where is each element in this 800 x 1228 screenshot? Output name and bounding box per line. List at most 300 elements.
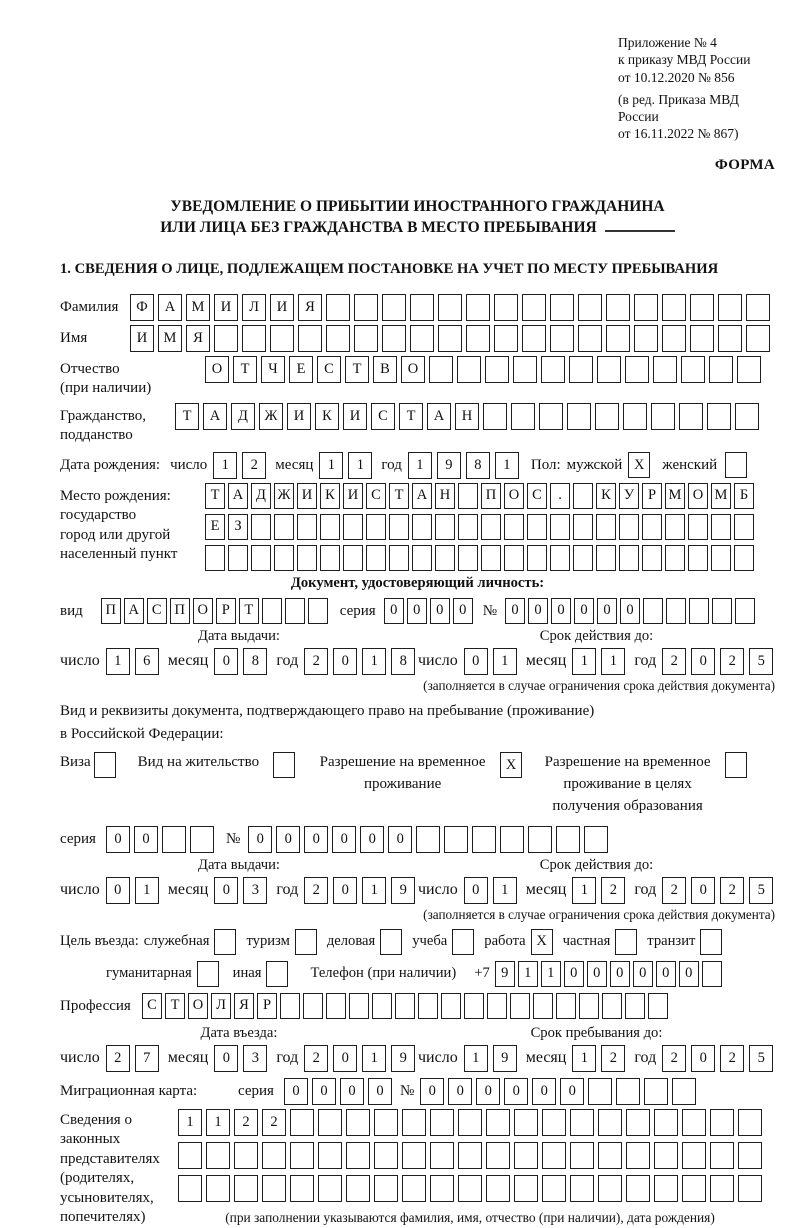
char-box[interactable]: [382, 325, 406, 352]
char-box[interactable]: Т: [345, 356, 369, 383]
char-box[interactable]: [556, 993, 576, 1019]
char-box[interactable]: 6: [135, 648, 159, 675]
char-box[interactable]: 1: [408, 452, 432, 479]
visa-checkbox[interactable]: [94, 752, 116, 778]
char-box[interactable]: [514, 1142, 538, 1169]
char-box[interactable]: Т: [239, 598, 259, 624]
char-box[interactable]: 1: [178, 1109, 202, 1136]
char-box[interactable]: [457, 356, 481, 383]
char-box[interactable]: [595, 403, 619, 430]
char-box[interactable]: 9: [437, 452, 461, 479]
char-box[interactable]: [395, 993, 415, 1019]
char-box[interactable]: [412, 514, 432, 540]
char-box[interactable]: [654, 1175, 678, 1202]
char-box[interactable]: [735, 403, 759, 430]
char-box[interactable]: Ж: [274, 483, 294, 509]
char-box[interactable]: [642, 545, 662, 571]
char-box[interactable]: [690, 325, 714, 352]
char-box[interactable]: С: [371, 403, 395, 430]
char-box[interactable]: [619, 545, 639, 571]
char-box[interactable]: 1: [348, 452, 372, 479]
profession-boxes[interactable]: [142, 993, 668, 1019]
char-box[interactable]: [643, 598, 663, 624]
char-box[interactable]: [374, 1175, 398, 1202]
char-box[interactable]: 2: [662, 877, 686, 904]
representatives-boxes-row3[interactable]: [178, 1175, 762, 1202]
char-box[interactable]: 1: [213, 452, 237, 479]
doc-series-boxes[interactable]: [384, 598, 473, 624]
char-box[interactable]: [346, 1109, 370, 1136]
char-box[interactable]: [746, 294, 770, 321]
char-box[interactable]: 1: [206, 1109, 230, 1136]
char-box[interactable]: [734, 514, 754, 540]
char-box[interactable]: С: [527, 483, 547, 509]
char-box[interactable]: 1: [493, 648, 517, 675]
char-box[interactable]: [346, 1175, 370, 1202]
char-box[interactable]: 2: [662, 648, 686, 675]
char-box[interactable]: 1: [362, 877, 386, 904]
char-box[interactable]: Т: [165, 993, 185, 1019]
entry-year[interactable]: [304, 1045, 415, 1072]
char-box[interactable]: [578, 294, 602, 321]
char-box[interactable]: [382, 294, 406, 321]
purpose-work-checkbox[interactable]: X: [531, 929, 553, 955]
char-box[interactable]: Я: [298, 294, 322, 321]
char-box[interactable]: [570, 1142, 594, 1169]
char-box[interactable]: 0: [453, 598, 473, 624]
char-box[interactable]: [596, 514, 616, 540]
purpose-other-checkbox[interactable]: [266, 961, 288, 987]
char-box[interactable]: Д: [251, 483, 271, 509]
char-box[interactable]: [626, 1109, 650, 1136]
char-box[interactable]: [402, 1175, 426, 1202]
char-box[interactable]: [343, 545, 363, 571]
char-box[interactable]: [738, 1175, 762, 1202]
stay-month[interactable]: [572, 1045, 625, 1072]
char-box[interactable]: [320, 514, 340, 540]
purpose-transit-checkbox[interactable]: [700, 929, 722, 955]
char-box[interactable]: [712, 598, 732, 624]
char-box[interactable]: [205, 545, 225, 571]
char-box[interactable]: [654, 1109, 678, 1136]
birth-month-boxes[interactable]: [319, 452, 372, 479]
char-box[interactable]: [214, 325, 238, 352]
char-box[interactable]: 0: [532, 1078, 556, 1105]
char-box[interactable]: Я: [186, 325, 210, 352]
char-box[interactable]: [651, 403, 675, 430]
char-box[interactable]: А: [427, 403, 451, 430]
char-box[interactable]: [623, 403, 647, 430]
char-box[interactable]: 3: [243, 1045, 267, 1072]
char-box[interactable]: [234, 1142, 258, 1169]
char-box[interactable]: Т: [205, 483, 225, 509]
char-box[interactable]: [416, 826, 440, 853]
char-box[interactable]: [606, 325, 630, 352]
char-box[interactable]: [666, 598, 686, 624]
char-box[interactable]: Т: [233, 356, 257, 383]
char-box[interactable]: М: [186, 294, 210, 321]
char-box[interactable]: И: [343, 483, 363, 509]
char-box[interactable]: [598, 1175, 622, 1202]
identity-issue-month[interactable]: [214, 648, 267, 675]
char-box[interactable]: [438, 294, 462, 321]
char-box[interactable]: [542, 1175, 566, 1202]
char-box[interactable]: 8: [243, 648, 267, 675]
char-box[interactable]: [514, 1175, 538, 1202]
char-box[interactable]: Ф: [130, 294, 154, 321]
sex-male-checkbox[interactable]: X: [628, 452, 650, 478]
char-box[interactable]: [178, 1142, 202, 1169]
char-box[interactable]: А: [412, 483, 432, 509]
char-box[interactable]: Я: [234, 993, 254, 1019]
char-box[interactable]: [472, 826, 496, 853]
char-box[interactable]: 0: [332, 826, 356, 853]
char-box[interactable]: 1: [601, 648, 625, 675]
char-box[interactable]: 1: [493, 877, 517, 904]
char-box[interactable]: [285, 598, 305, 624]
char-box[interactable]: [308, 598, 328, 624]
birth-place-boxes-row2[interactable]: [205, 514, 754, 540]
char-box[interactable]: [573, 483, 593, 509]
char-box[interactable]: [402, 1109, 426, 1136]
surname-boxes[interactable]: [130, 294, 770, 321]
char-box[interactable]: 0: [360, 826, 384, 853]
char-box[interactable]: [718, 325, 742, 352]
char-box[interactable]: [320, 545, 340, 571]
char-box[interactable]: [430, 1142, 454, 1169]
char-box[interactable]: [511, 403, 535, 430]
char-box[interactable]: [270, 325, 294, 352]
char-box[interactable]: О: [504, 483, 524, 509]
citizenship-boxes[interactable]: [175, 403, 759, 430]
char-box[interactable]: [343, 514, 363, 540]
char-box[interactable]: [429, 356, 453, 383]
char-box[interactable]: К: [320, 483, 340, 509]
char-box[interactable]: [573, 545, 593, 571]
char-box[interactable]: 5: [749, 1045, 773, 1072]
char-box[interactable]: Л: [211, 993, 231, 1019]
purpose-tourism-checkbox[interactable]: [295, 929, 317, 955]
char-box[interactable]: Т: [389, 483, 409, 509]
char-box[interactable]: [665, 514, 685, 540]
char-box[interactable]: 0: [505, 598, 525, 624]
migration-series-boxes[interactable]: [284, 1078, 392, 1105]
char-box[interactable]: [485, 356, 509, 383]
char-box[interactable]: [274, 514, 294, 540]
char-box[interactable]: [570, 1175, 594, 1202]
char-box[interactable]: [444, 826, 468, 853]
char-box[interactable]: К: [315, 403, 339, 430]
char-box[interactable]: [542, 1142, 566, 1169]
char-box[interactable]: 0: [384, 598, 404, 624]
char-box[interactable]: 0: [476, 1078, 500, 1105]
char-box[interactable]: [738, 1142, 762, 1169]
birth-place-boxes-row3[interactable]: [205, 545, 754, 571]
char-box[interactable]: [597, 356, 621, 383]
char-box[interactable]: [522, 325, 546, 352]
char-box[interactable]: [504, 514, 524, 540]
identity-issue-year[interactable]: [304, 648, 415, 675]
char-box[interactable]: 0: [679, 961, 699, 987]
char-box[interactable]: [710, 1142, 734, 1169]
char-box[interactable]: 0: [560, 1078, 584, 1105]
char-box[interactable]: Е: [205, 514, 225, 540]
char-box[interactable]: Н: [455, 403, 479, 430]
char-box[interactable]: [354, 325, 378, 352]
char-box[interactable]: [430, 1175, 454, 1202]
char-box[interactable]: [718, 294, 742, 321]
char-box[interactable]: [746, 325, 770, 352]
char-box[interactable]: [662, 294, 686, 321]
char-box[interactable]: П: [481, 483, 501, 509]
char-box[interactable]: 1: [495, 452, 519, 479]
char-box[interactable]: [644, 1078, 668, 1105]
stay-year[interactable]: [662, 1045, 773, 1072]
char-box[interactable]: 5: [749, 648, 773, 675]
char-box[interactable]: М: [158, 325, 182, 352]
char-box[interactable]: 2: [106, 1045, 130, 1072]
migration-number-boxes[interactable]: [420, 1078, 696, 1105]
char-box[interactable]: 0: [388, 826, 412, 853]
char-box[interactable]: [290, 1142, 314, 1169]
char-box[interactable]: [682, 1175, 706, 1202]
char-box[interactable]: [481, 545, 501, 571]
char-box[interactable]: О: [193, 598, 213, 624]
char-box[interactable]: [466, 294, 490, 321]
char-box[interactable]: 2: [304, 1045, 328, 1072]
char-box[interactable]: 0: [420, 1078, 444, 1105]
char-box[interactable]: 1: [362, 648, 386, 675]
char-box[interactable]: 0: [333, 1045, 357, 1072]
char-box[interactable]: [486, 1142, 510, 1169]
char-box[interactable]: [274, 545, 294, 571]
char-box[interactable]: [688, 514, 708, 540]
char-box[interactable]: М: [665, 483, 685, 509]
identity-valid-day[interactable]: [464, 648, 517, 675]
representatives-boxes-row2[interactable]: [178, 1142, 762, 1169]
char-box[interactable]: [290, 1109, 314, 1136]
char-box[interactable]: [711, 545, 731, 571]
char-box[interactable]: 0: [464, 648, 488, 675]
char-box[interactable]: [625, 356, 649, 383]
char-box[interactable]: И: [287, 403, 311, 430]
char-box[interactable]: [522, 294, 546, 321]
char-box[interactable]: [430, 1109, 454, 1136]
char-box[interactable]: А: [124, 598, 144, 624]
char-box[interactable]: [533, 993, 553, 1019]
entry-day[interactable]: [106, 1045, 159, 1072]
char-box[interactable]: [711, 514, 731, 540]
char-box[interactable]: [569, 356, 593, 383]
char-box[interactable]: [298, 325, 322, 352]
char-box[interactable]: 0: [214, 648, 238, 675]
char-box[interactable]: .: [550, 483, 570, 509]
birth-year-boxes[interactable]: [408, 452, 519, 479]
char-box[interactable]: 1: [572, 877, 596, 904]
char-box[interactable]: 0: [248, 826, 272, 853]
char-box[interactable]: О: [205, 356, 229, 383]
char-box[interactable]: [654, 1142, 678, 1169]
char-box[interactable]: [588, 1078, 612, 1105]
char-box[interactable]: 0: [407, 598, 427, 624]
char-box[interactable]: [458, 483, 478, 509]
char-box[interactable]: [682, 1142, 706, 1169]
char-box[interactable]: [318, 1142, 342, 1169]
temp-residence-checkbox[interactable]: X: [500, 752, 522, 778]
char-box[interactable]: [573, 514, 593, 540]
char-box[interactable]: 0: [276, 826, 300, 853]
char-box[interactable]: Б: [734, 483, 754, 509]
char-box[interactable]: [634, 294, 658, 321]
char-box[interactable]: 2: [720, 648, 744, 675]
char-box[interactable]: [539, 403, 563, 430]
char-box[interactable]: 1: [518, 961, 538, 987]
char-box[interactable]: [346, 1142, 370, 1169]
char-box[interactable]: [438, 325, 462, 352]
char-box[interactable]: 0: [333, 877, 357, 904]
char-box[interactable]: [494, 294, 518, 321]
char-box[interactable]: [303, 993, 323, 1019]
char-box[interactable]: [735, 598, 755, 624]
char-box[interactable]: [354, 294, 378, 321]
char-box[interactable]: Н: [435, 483, 455, 509]
char-box[interactable]: [682, 1109, 706, 1136]
char-box[interactable]: 2: [234, 1109, 258, 1136]
char-box[interactable]: 0: [574, 598, 594, 624]
char-box[interactable]: 0: [304, 826, 328, 853]
char-box[interactable]: [634, 325, 658, 352]
char-box[interactable]: И: [297, 483, 317, 509]
char-box[interactable]: [606, 294, 630, 321]
char-box[interactable]: [366, 545, 386, 571]
char-box[interactable]: [374, 1109, 398, 1136]
char-box[interactable]: [483, 403, 507, 430]
char-box[interactable]: 1: [135, 877, 159, 904]
char-box[interactable]: [584, 826, 608, 853]
char-box[interactable]: [734, 545, 754, 571]
sex-female-checkbox[interactable]: [725, 452, 747, 478]
char-box[interactable]: 0: [430, 598, 450, 624]
char-box[interactable]: 8: [466, 452, 490, 479]
char-box[interactable]: [653, 356, 677, 383]
char-box[interactable]: [318, 1175, 342, 1202]
char-box[interactable]: [510, 993, 530, 1019]
char-box[interactable]: 0: [340, 1078, 364, 1105]
char-box[interactable]: [688, 545, 708, 571]
char-box[interactable]: [681, 356, 705, 383]
char-box[interactable]: [625, 993, 645, 1019]
char-box[interactable]: [556, 826, 580, 853]
char-box[interactable]: У: [619, 483, 639, 509]
char-box[interactable]: [162, 826, 186, 853]
char-box[interactable]: [242, 325, 266, 352]
char-box[interactable]: 0: [134, 826, 158, 853]
stay-day[interactable]: [464, 1045, 517, 1072]
char-box[interactable]: [709, 356, 733, 383]
char-box[interactable]: [458, 1142, 482, 1169]
char-box[interactable]: 1: [541, 961, 561, 987]
char-box[interactable]: 0: [448, 1078, 472, 1105]
char-box[interactable]: [374, 1142, 398, 1169]
purpose-private-checkbox[interactable]: [615, 929, 637, 955]
char-box[interactable]: [737, 356, 761, 383]
char-box[interactable]: [690, 294, 714, 321]
char-box[interactable]: 0: [214, 877, 238, 904]
char-box[interactable]: 0: [504, 1078, 528, 1105]
char-box[interactable]: А: [228, 483, 248, 509]
residence-number-boxes[interactable]: [248, 826, 608, 853]
char-box[interactable]: 9: [495, 961, 515, 987]
char-box[interactable]: [402, 1142, 426, 1169]
char-box[interactable]: З: [228, 514, 248, 540]
char-box[interactable]: [662, 325, 686, 352]
char-box[interactable]: [679, 403, 703, 430]
char-box[interactable]: [487, 993, 507, 1019]
char-box[interactable]: Ч: [261, 356, 285, 383]
char-box[interactable]: 0: [528, 598, 548, 624]
char-box[interactable]: Р: [642, 483, 662, 509]
temp-residence-education-checkbox[interactable]: [725, 752, 747, 778]
char-box[interactable]: 0: [333, 648, 357, 675]
char-box[interactable]: Е: [289, 356, 313, 383]
char-box[interactable]: 9: [391, 877, 415, 904]
char-box[interactable]: [514, 1109, 538, 1136]
char-box[interactable]: [458, 545, 478, 571]
char-box[interactable]: 1: [362, 1045, 386, 1072]
char-box[interactable]: [326, 325, 350, 352]
char-box[interactable]: [513, 356, 537, 383]
char-box[interactable]: 0: [597, 598, 617, 624]
char-box[interactable]: [466, 325, 490, 352]
char-box[interactable]: [318, 1109, 342, 1136]
char-box[interactable]: И: [270, 294, 294, 321]
char-box[interactable]: 5: [749, 877, 773, 904]
char-box[interactable]: 0: [691, 648, 715, 675]
char-box[interactable]: М: [711, 483, 731, 509]
char-box[interactable]: Т: [175, 403, 199, 430]
char-box[interactable]: [710, 1109, 734, 1136]
char-box[interactable]: С: [366, 483, 386, 509]
char-box[interactable]: [707, 403, 731, 430]
char-box[interactable]: [262, 1175, 286, 1202]
char-box[interactable]: [464, 993, 484, 1019]
char-box[interactable]: [389, 545, 409, 571]
char-box[interactable]: С: [147, 598, 167, 624]
char-box[interactable]: 1: [572, 1045, 596, 1072]
char-box[interactable]: 0: [106, 826, 130, 853]
char-box[interactable]: 2: [601, 1045, 625, 1072]
char-box[interactable]: [297, 545, 317, 571]
char-box[interactable]: [494, 325, 518, 352]
char-box[interactable]: [206, 1142, 230, 1169]
char-box[interactable]: [567, 403, 591, 430]
char-box[interactable]: К: [596, 483, 616, 509]
char-box[interactable]: [689, 598, 709, 624]
char-box[interactable]: [642, 514, 662, 540]
firstname-boxes[interactable]: [130, 325, 770, 352]
char-box[interactable]: [418, 993, 438, 1019]
char-box[interactable]: 0: [214, 1045, 238, 1072]
char-box[interactable]: [528, 826, 552, 853]
residence-valid-month[interactable]: [572, 877, 625, 904]
char-box[interactable]: 0: [564, 961, 584, 987]
doc-type-boxes[interactable]: [101, 598, 328, 624]
char-box[interactable]: [190, 826, 214, 853]
char-box[interactable]: [550, 514, 570, 540]
purpose-humanitarian-checkbox[interactable]: [197, 961, 219, 987]
char-box[interactable]: [619, 514, 639, 540]
identity-valid-month[interactable]: [572, 648, 625, 675]
